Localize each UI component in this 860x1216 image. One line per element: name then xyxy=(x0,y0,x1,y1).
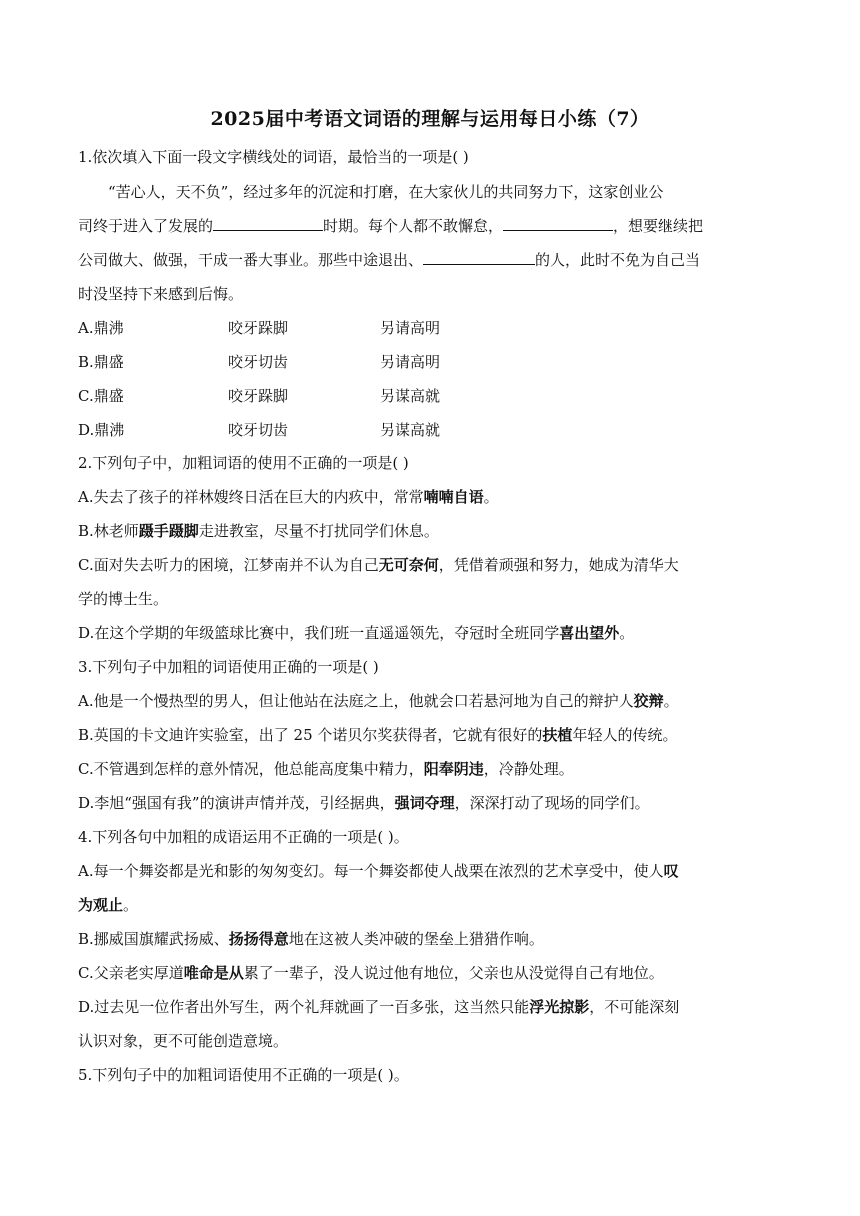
q2-option-a xyxy=(78,487,784,507)
option-word-2: 咬牙跺脚 xyxy=(228,387,289,405)
q1-passage-line-1 xyxy=(108,182,814,202)
option-text: 。 xyxy=(123,896,139,914)
option-text: D.李旭“强国有我”的演讲声情并茂，引经据典， xyxy=(78,794,395,812)
question-1-stem: 1.依次填入下面一段文字横线处的词语，最恰当的一项是( ) xyxy=(78,148,469,166)
option-word-2: 咬牙切齿 xyxy=(228,353,289,371)
passage-text: 时期。每个人都不敢懈怠， xyxy=(323,217,504,235)
option-text: C.面对失去听力的困境，江梦南并不认为自己 xyxy=(78,556,379,574)
q3-option-a xyxy=(78,691,784,711)
option-text: D.在这个学期的年级篮球比赛中，我们班一直遥遥领先，夺冠时全班同学 xyxy=(78,624,560,642)
page-title: 2025届中考语文词语的理解与运用每日小练（7） xyxy=(210,108,650,130)
q3-option-b xyxy=(78,725,784,745)
passage-text: 的人，此时不免为自己当 xyxy=(535,251,701,269)
bold-word: 狡辩 xyxy=(633,692,664,710)
blank-1 xyxy=(213,216,323,231)
option-text: ，不可能深刻 xyxy=(589,998,680,1016)
option-word-3: 另谋高就 xyxy=(380,387,441,405)
option-text: 。 xyxy=(483,488,499,506)
q4-option-d-continued: 认识对象，更不可能创造意境。 xyxy=(78,1032,289,1050)
option-word-3: 另请高明 xyxy=(380,319,441,337)
option-word-3: 另谋高就 xyxy=(380,421,441,439)
question-2-stem: 2.下列句子中，加粗词语的使用不正确的一项是( ) xyxy=(78,454,409,472)
option-text: B.林老师 xyxy=(78,522,139,540)
option-word-1: B.鼎盛 xyxy=(78,353,124,371)
option-word-1: D.鼎沸 xyxy=(78,421,125,439)
option-text: 年轻人的传统。 xyxy=(572,726,678,744)
bold-word: 喜出望外 xyxy=(559,624,620,642)
option-text: B.英国的卡文迪许实验室，出了 25 个诺贝尔奖获得者，它就有很好的 xyxy=(78,726,543,744)
option-text: 累了一辈子，没人说过他有地位，父亲也从没觉得自己有地位。 xyxy=(243,964,664,982)
option-word-3: 另请高明 xyxy=(380,353,441,371)
q1-passage-line-4: 时没坚持下来感到后悔。 xyxy=(78,285,244,303)
blank-3 xyxy=(423,250,535,265)
bold-word: 唯命是从 xyxy=(183,964,244,982)
option-text: B.挪威国旗耀武扬威、 xyxy=(78,930,229,948)
q2-option-c-continued: 学的博士生。 xyxy=(78,590,169,608)
option-text: 走进教室，尽量不打扰同学们休息。 xyxy=(198,522,439,540)
bold-word: 扶植 xyxy=(542,726,573,744)
q4-option-b xyxy=(78,929,784,949)
question-3-stem: 3.下列句子中加粗的词语使用正确的一项是( ) xyxy=(78,658,379,676)
bold-word: 扬扬得意 xyxy=(228,930,289,948)
option-text: C.父亲老实厚道 xyxy=(78,964,184,982)
blank-2 xyxy=(503,216,613,231)
option-text: 。 xyxy=(619,624,635,642)
bold-word: 浮光掠影 xyxy=(529,998,590,1016)
bold-word: 无可奈何 xyxy=(378,556,439,574)
option-text: D.过去见一位作者出外写生，两个礼拜就画了一百多张，这当然只能 xyxy=(78,998,530,1016)
bold-word: 强词夺理 xyxy=(394,794,455,812)
option-text: 。 xyxy=(663,692,679,710)
q1-passage-line-3 xyxy=(78,250,784,270)
bold-word: 蹑手蹑脚 xyxy=(138,522,199,540)
bold-word: 叹 xyxy=(663,862,679,880)
q4-option-a xyxy=(78,861,784,881)
q3-option-d xyxy=(78,793,784,813)
q2-option-c xyxy=(78,555,784,575)
question-5-stem: 5.下列句子中的加粗词语使用不正确的一项是( )。 xyxy=(78,1066,409,1084)
q3-option-c xyxy=(78,759,784,779)
option-text: ，冷静处理。 xyxy=(483,760,574,778)
question-4-stem: 4.下列各句中加粗的成语运用不正确的一项是( )。 xyxy=(78,828,409,846)
option-word-2: 咬牙切齿 xyxy=(228,421,289,439)
option-text: A.他是一个慢热型的男人，但让他站在法庭之上，他就会口若悬河地为自己的辩护人 xyxy=(78,692,634,710)
q1-passage-line-2 xyxy=(78,216,784,236)
option-word-2: 咬牙跺脚 xyxy=(228,319,289,337)
passage-text: 司终于进入了发展的 xyxy=(78,217,214,235)
bold-word: 阳奉阴违 xyxy=(423,760,484,778)
option-text: ，凭借着顽强和努力，她成为清华大 xyxy=(438,556,679,574)
option-text: 地在这被人类冲破的堡垒上猎猎作响。 xyxy=(288,930,544,948)
q4-option-c xyxy=(78,963,784,983)
q4-option-a-continued xyxy=(78,895,784,915)
option-word-1: C.鼎盛 xyxy=(78,387,124,405)
option-word-1: A.鼎沸 xyxy=(78,319,124,337)
bold-word: 喃喃自语 xyxy=(423,488,484,506)
option-text: ，深深打动了现场的同学们。 xyxy=(454,794,650,812)
q2-option-b xyxy=(78,521,784,541)
q2-option-d xyxy=(78,623,784,643)
passage-text: 公司做大、做强，干成一番大事业。那些中途退出、 xyxy=(78,251,424,269)
q4-option-d xyxy=(78,997,784,1017)
option-text: A.每一个舞姿都是光和影的匆匆变幻。每一个舞姿都使人战栗在浓烈的艺术享受中，使人 xyxy=(78,862,664,880)
option-text: C.不管遇到怎样的意外情况，他总能高度集中精力， xyxy=(78,760,424,778)
passage-text: “苦心人，天不负”，经过多年的沉淀和打磨，在大家伙儿的共同努力下，这家创业公 xyxy=(108,183,664,201)
option-text: A.失去了孩子的祥林嫂终日活在巨大的内疚中，常常 xyxy=(78,488,424,506)
passage-text: ，想要继续把 xyxy=(613,217,704,235)
bold-word: 为观止 xyxy=(78,896,124,914)
